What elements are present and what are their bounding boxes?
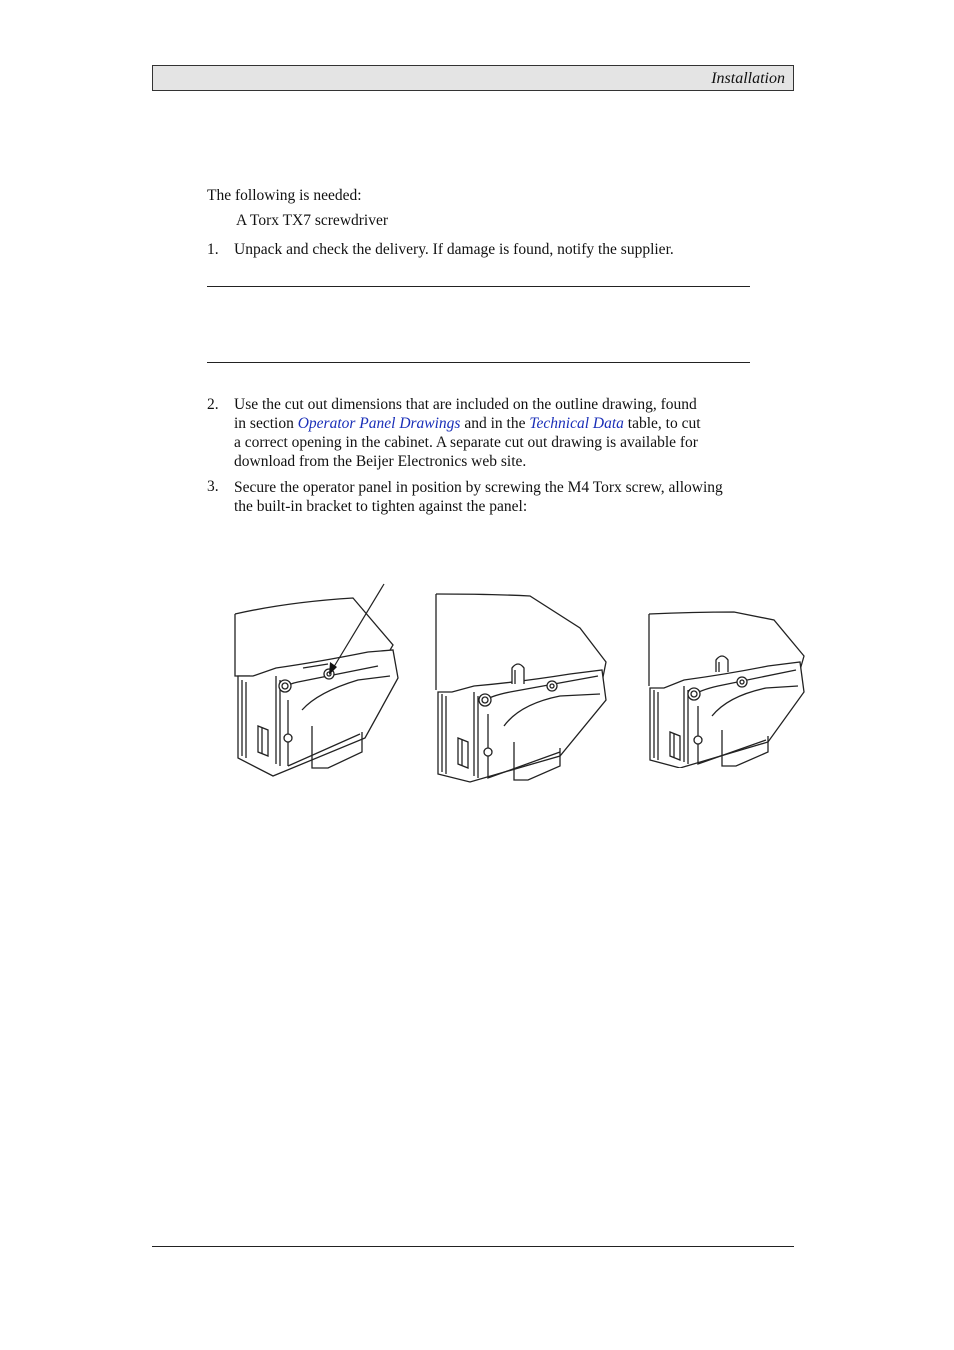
header-title: Installation <box>711 70 785 87</box>
bracket-loose-illustration <box>228 580 408 780</box>
step-2-line-3: a correct opening in the cabinet. A separate cut out drawing is available for <box>234 434 698 451</box>
note-rule-bottom <box>207 362 750 363</box>
bracket-tightened-illustration <box>644 608 809 768</box>
technical-data-link[interactable]: Technical Data <box>529 415 624 432</box>
step-2-line-2-pre: in section <box>234 415 298 432</box>
step-2-line-2-mid: and in the <box>460 415 530 432</box>
requirements-intro: The following is needed: <box>207 187 362 204</box>
step-2-number: 2. <box>207 396 219 413</box>
running-header <box>152 65 794 91</box>
step-1-number: 1. <box>207 241 219 258</box>
operator-panel-drawings-link[interactable]: Operator Panel Drawings <box>297 415 461 432</box>
step-3-number: 3. <box>207 478 219 495</box>
step-3-line-1: Secure the operator panel in position by screwing the M4 Torx screw, allowing <box>234 479 723 496</box>
bracket-raised-illustration <box>430 588 615 783</box>
step-2-line-2-post: table, to cut <box>623 415 701 432</box>
step-1-text: Unpack and check the delivery. If damage is found, notify the supplier. <box>234 241 674 258</box>
step-2-line-2 <box>234 414 701 433</box>
footer-rule <box>152 1246 794 1247</box>
step-3-line-2: the built-in bracket to tighten against the panel: <box>234 498 528 515</box>
step-2-line-1: Use the cut out dimensions that are included on the outline drawing, found <box>234 396 697 413</box>
note-rule-top <box>207 286 750 287</box>
requirements-item: A Torx TX7 screwdriver <box>236 212 389 229</box>
step-2-line-4: download from the Beijer Electronics web site. <box>234 453 527 470</box>
